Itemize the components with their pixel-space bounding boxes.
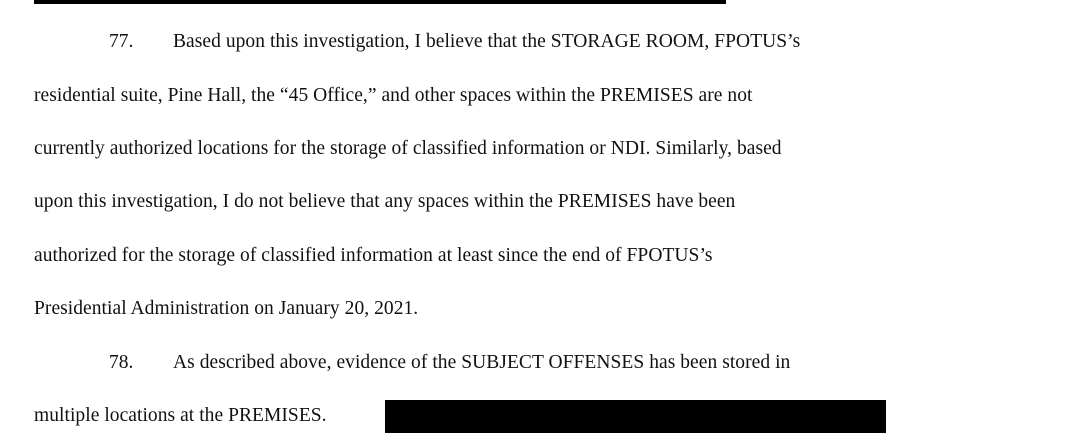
- paragraph-line: residential suite, Pine Hall, the “45 Office,” and other spaces within the PREMISES are not: [34, 85, 753, 106]
- paragraph-line: multiple locations at the PREMISES.: [34, 405, 327, 426]
- paragraph-line: Presidential Administration on January 20, 2021.: [34, 298, 419, 319]
- top-rule: [34, 0, 726, 4]
- paragraph-number: 77.: [109, 31, 134, 52]
- paragraph-line: authorized for the storage of classified information at least since the end of FPOTUS’s: [34, 245, 713, 266]
- paragraph-number: 78.: [109, 352, 134, 373]
- paragraph-line: currently authorized locations for the storage of classified information or NDI. Similarly, based: [34, 138, 782, 159]
- paragraph-line: upon this investigation, I do not believe that any spaces within the PREMISES have been: [34, 191, 736, 212]
- paragraph-line: Based upon this investigation, I believe that the STORAGE ROOM, FPOTUS’s: [173, 31, 801, 52]
- paragraph-line: As described above, evidence of the SUBJECT OFFENSES has been stored in: [173, 352, 791, 373]
- redaction-box: [385, 400, 886, 433]
